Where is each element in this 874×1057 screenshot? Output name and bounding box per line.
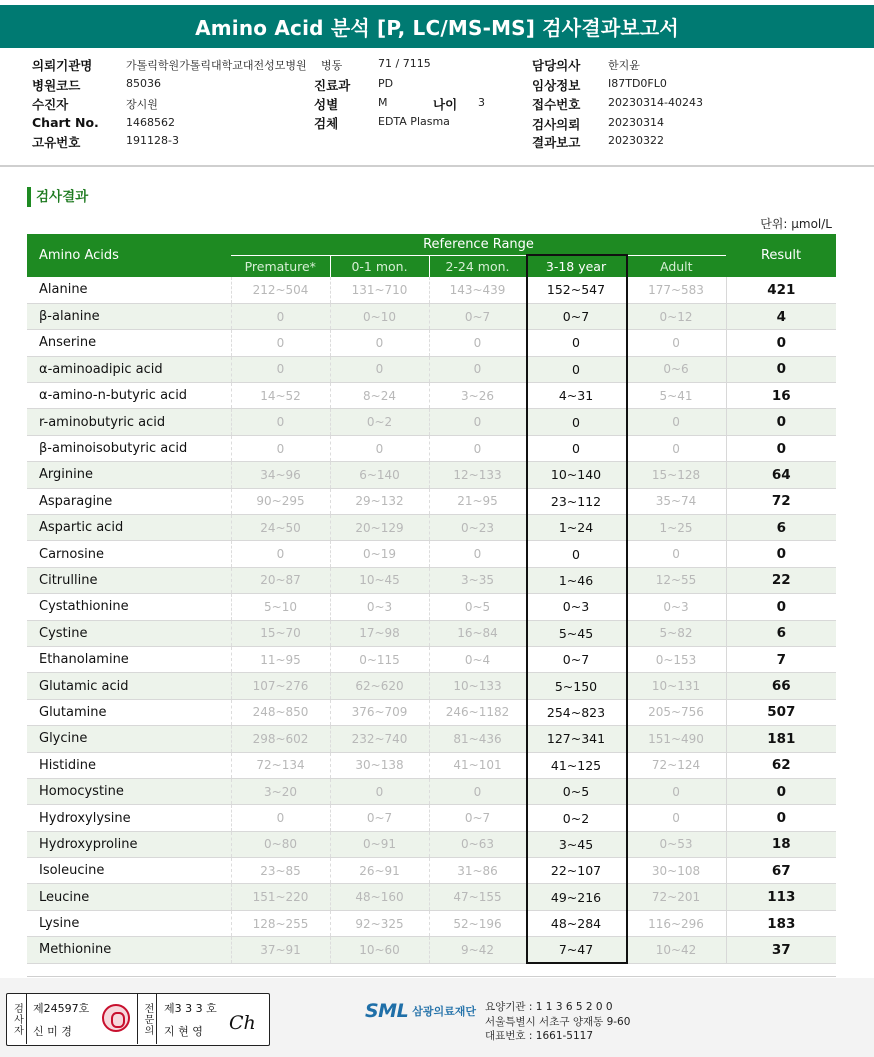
amino-acid-name: Glutamic acid bbox=[27, 673, 231, 699]
reference-range-cell: 5~41 bbox=[626, 383, 726, 409]
reference-range-cell: 0~10 bbox=[330, 303, 429, 329]
table-row bbox=[27, 831, 836, 857]
table-row bbox=[27, 541, 836, 567]
table-row bbox=[27, 383, 836, 409]
reference-range-cell: 0~2 bbox=[526, 805, 626, 831]
table-row bbox=[27, 884, 836, 910]
reference-range-cell: 37~91 bbox=[231, 937, 330, 963]
reference-range-cell: 72~201 bbox=[626, 884, 726, 910]
result-value: 6 bbox=[726, 515, 836, 541]
reference-range-cell: 3~26 bbox=[429, 383, 526, 409]
report-title-bar bbox=[0, 0, 874, 48]
reference-range-cell: 10~42 bbox=[626, 937, 726, 963]
amino-acid-name: Glutamine bbox=[27, 699, 231, 725]
reference-range-cell: 41~125 bbox=[526, 752, 626, 778]
reference-range-cell: 0~153 bbox=[626, 646, 726, 672]
result-value: 181 bbox=[726, 726, 836, 752]
reference-range-cell: 0~7 bbox=[526, 303, 626, 329]
handwritten-signature: Ch bbox=[229, 1012, 256, 1034]
reference-range-cell: 0~19 bbox=[330, 541, 429, 567]
reference-range-cell: 0 bbox=[626, 778, 726, 804]
reference-range-cell: 0~3 bbox=[626, 594, 726, 620]
reference-range-cell: 92~325 bbox=[330, 910, 429, 936]
reference-range-cell: 248~850 bbox=[231, 699, 330, 725]
table-row bbox=[27, 330, 836, 356]
reference-range-cell: 5~45 bbox=[526, 620, 626, 646]
result-value: 0 bbox=[726, 356, 836, 382]
reference-range-cell: 0 bbox=[429, 778, 526, 804]
reference-range-cell: 10~133 bbox=[429, 673, 526, 699]
reference-range-cell: 26~91 bbox=[330, 858, 429, 884]
reference-range-cell: 5~10 bbox=[231, 594, 330, 620]
clinical-info-label: 임상정보 bbox=[532, 78, 581, 93]
reference-range-cell: 52~196 bbox=[429, 910, 526, 936]
amino-acid-name: Hydroxyproline bbox=[27, 831, 231, 857]
reference-range-cell: 0 bbox=[231, 409, 330, 435]
sex-label: 성별 bbox=[314, 97, 339, 112]
reference-range-cell: 0~63 bbox=[429, 831, 526, 857]
amino-acid-name: Homocystine bbox=[27, 778, 231, 804]
reference-range-cell: 0 bbox=[330, 435, 429, 461]
chart-value: 1468562 bbox=[126, 116, 175, 129]
reference-range-cell: 0 bbox=[526, 330, 626, 356]
result-value: 72 bbox=[726, 488, 836, 514]
report-footer bbox=[0, 978, 874, 1057]
age-label: 나이 bbox=[433, 97, 458, 112]
result-value: 37 bbox=[726, 937, 836, 963]
reference-range-cell: 0~4 bbox=[429, 646, 526, 672]
result-value: 0 bbox=[726, 435, 836, 461]
amino-acid-name: α-aminoadipic acid bbox=[27, 356, 231, 382]
institution-label: 의뢰기관명 bbox=[32, 58, 93, 73]
table-row bbox=[27, 620, 836, 646]
result-value: 421 bbox=[726, 277, 836, 303]
reference-range-cell: 205~756 bbox=[626, 699, 726, 725]
lab-info-address: 서울특별시 서초구 양재동 9-60 bbox=[485, 1015, 631, 1028]
reference-range-cell: 131~710 bbox=[330, 277, 429, 303]
receipt-label: 접수번호 bbox=[532, 97, 581, 112]
table-row bbox=[27, 858, 836, 884]
table-row bbox=[27, 937, 836, 963]
reference-range-cell: 10~131 bbox=[626, 673, 726, 699]
result-value: 507 bbox=[726, 699, 836, 725]
reference-range-cell: 0~7 bbox=[429, 303, 526, 329]
amino-acid-name: β-aminoisobutyric acid bbox=[27, 435, 231, 461]
reference-range-cell: 22~107 bbox=[526, 858, 626, 884]
reference-range-cell: 143~439 bbox=[429, 277, 526, 303]
amino-acid-name: Lysine bbox=[27, 910, 231, 936]
reference-range-cell: 0 bbox=[626, 330, 726, 356]
reference-range-cell: 0 bbox=[330, 778, 429, 804]
reference-range-cell: 9~42 bbox=[429, 937, 526, 963]
result-value: 22 bbox=[726, 567, 836, 593]
reference-range-cell: 14~52 bbox=[231, 383, 330, 409]
reference-range-cell: 0 bbox=[526, 541, 626, 567]
reference-range-cell: 0 bbox=[231, 435, 330, 461]
reference-range-cell: 116~296 bbox=[626, 910, 726, 936]
table-row bbox=[27, 752, 836, 778]
table-row bbox=[27, 673, 836, 699]
reference-range-cell: 7~47 bbox=[526, 937, 626, 963]
age-value: 3 bbox=[478, 96, 485, 109]
table-row bbox=[27, 488, 836, 514]
amino-acid-name: r-aminobutyric acid bbox=[27, 409, 231, 435]
reference-range-cell: 81~436 bbox=[429, 726, 526, 752]
result-value: 0 bbox=[726, 409, 836, 435]
reference-range-cell: 0 bbox=[231, 541, 330, 567]
reference-range-cell: 20~87 bbox=[231, 567, 330, 593]
reference-range-cell: 246~1182 bbox=[429, 699, 526, 725]
reference-range-cell: 10~140 bbox=[526, 462, 626, 488]
doctor-value: 한지윤 bbox=[608, 59, 640, 72]
reference-range-cell: 15~70 bbox=[231, 620, 330, 646]
reference-range-cell: 3~35 bbox=[429, 567, 526, 593]
reference-range-cell: 0~2 bbox=[330, 409, 429, 435]
reference-range-cell: 151~220 bbox=[231, 884, 330, 910]
table-row bbox=[27, 805, 836, 831]
reference-range-cell: 0 bbox=[429, 356, 526, 382]
reference-range-cell: 0~23 bbox=[429, 515, 526, 541]
subheader-2-24-mon: 2-24 mon. bbox=[429, 255, 526, 277]
sml-logo-korean: 삼광의료재단 bbox=[412, 1005, 476, 1018]
subheader-adult: Adult bbox=[626, 255, 726, 277]
reference-range-cell: 23~112 bbox=[526, 488, 626, 514]
reference-range-cell: 0 bbox=[231, 330, 330, 356]
reference-range-cell: 0 bbox=[526, 356, 626, 382]
reference-range-cell: 12~133 bbox=[429, 462, 526, 488]
table-row bbox=[27, 277, 836, 303]
reference-range-cell: 0 bbox=[626, 435, 726, 461]
report-date-label: 결과보고 bbox=[532, 135, 581, 150]
reference-range-cell: 0 bbox=[526, 409, 626, 435]
table-row bbox=[27, 435, 836, 461]
tester-license: 제24597호 bbox=[33, 1002, 90, 1015]
reference-range-cell: 29~132 bbox=[330, 488, 429, 514]
amino-acid-name: Hydroxylysine bbox=[27, 805, 231, 831]
reference-range-cell: 62~620 bbox=[330, 673, 429, 699]
request-label: 검사의뢰 bbox=[532, 117, 581, 132]
reference-range-cell: 41~101 bbox=[429, 752, 526, 778]
reference-range-cell: 1~46 bbox=[526, 567, 626, 593]
table-bottom-divider bbox=[27, 976, 836, 977]
reference-range-header: Reference Range bbox=[231, 234, 726, 255]
result-value: 0 bbox=[726, 805, 836, 831]
reference-range-cell: 48~284 bbox=[526, 910, 626, 936]
reference-range-cell: 177~583 bbox=[626, 277, 726, 303]
table-row bbox=[27, 594, 836, 620]
reference-range-cell: 254~823 bbox=[526, 699, 626, 725]
reference-range-cell: 0 bbox=[429, 409, 526, 435]
amino-acid-name: α-amino-n-butyric acid bbox=[27, 383, 231, 409]
reference-range-cell: 0~5 bbox=[429, 594, 526, 620]
reference-range-cell: 10~60 bbox=[330, 937, 429, 963]
reference-range-cell: 0 bbox=[231, 356, 330, 382]
result-value: 0 bbox=[726, 330, 836, 356]
header-divider bbox=[0, 165, 874, 167]
patient-value: 장시원 bbox=[126, 98, 158, 111]
amino-acids-header: Amino Acids bbox=[27, 234, 231, 277]
report-date-value: 20230322 bbox=[608, 134, 664, 147]
reference-range-cell: 34~96 bbox=[231, 462, 330, 488]
report-title: Amino Acid 분석 [P, LC/MS-MS] 검사결과보고서 bbox=[195, 16, 679, 40]
amino-acid-name: Alanine bbox=[27, 277, 231, 303]
reference-range-cell: 0 bbox=[231, 303, 330, 329]
clinical-info-value: I87TD0FL0 bbox=[608, 77, 667, 90]
result-value: 0 bbox=[726, 778, 836, 804]
result-value: 4 bbox=[726, 303, 836, 329]
result-value: 0 bbox=[726, 594, 836, 620]
hospital-code-value: 85036 bbox=[126, 77, 161, 90]
specialist-name: 지 현 영 bbox=[164, 1025, 203, 1038]
reference-range-cell: 30~138 bbox=[330, 752, 429, 778]
tester-label: 검사자 bbox=[7, 994, 27, 1044]
reference-range-cell: 72~134 bbox=[231, 752, 330, 778]
signature-box bbox=[6, 993, 270, 1046]
reference-range-cell: 31~86 bbox=[429, 858, 526, 884]
reference-range-cell: 30~108 bbox=[626, 858, 726, 884]
ward-label: 병동 bbox=[321, 59, 343, 72]
reference-range-cell: 0 bbox=[429, 330, 526, 356]
table-row bbox=[27, 462, 836, 488]
table-row bbox=[27, 726, 836, 752]
amino-acid-name: Histidine bbox=[27, 752, 231, 778]
dept-value: PD bbox=[378, 77, 394, 90]
reference-range-cell: 0 bbox=[626, 805, 726, 831]
reference-range-cell: 1~24 bbox=[526, 515, 626, 541]
amino-acid-name: Citrulline bbox=[27, 567, 231, 593]
amino-acid-name: Anserine bbox=[27, 330, 231, 356]
reference-range-cell: 20~129 bbox=[330, 515, 429, 541]
reference-range-cell: 5~82 bbox=[626, 620, 726, 646]
reference-range-cell: 72~124 bbox=[626, 752, 726, 778]
subheader-premature: Premature* bbox=[231, 255, 330, 277]
result-value: 62 bbox=[726, 752, 836, 778]
reference-range-cell: 35~74 bbox=[626, 488, 726, 514]
reference-range-cell: 3~20 bbox=[231, 778, 330, 804]
reference-range-cell: 5~150 bbox=[526, 673, 626, 699]
reference-range-cell: 0 bbox=[626, 541, 726, 567]
result-value: 66 bbox=[726, 673, 836, 699]
specialist-label: 전문의 bbox=[137, 994, 157, 1044]
subheader-0-1-mon: 0-1 mon. bbox=[330, 255, 429, 277]
unit-label: 단위: μmol/L bbox=[760, 217, 832, 231]
table-row bbox=[27, 646, 836, 672]
reference-range-cell: 0~53 bbox=[626, 831, 726, 857]
reference-range-cell: 4~31 bbox=[526, 383, 626, 409]
reference-range-cell: 232~740 bbox=[330, 726, 429, 752]
amino-acid-name: β-alanine bbox=[27, 303, 231, 329]
table-row bbox=[27, 699, 836, 725]
reference-range-cell: 212~504 bbox=[231, 277, 330, 303]
reference-range-cell: 0 bbox=[330, 356, 429, 382]
amino-acid-name: Carnosine bbox=[27, 541, 231, 567]
reference-range-cell: 90~295 bbox=[231, 488, 330, 514]
request-value: 20230314 bbox=[608, 116, 664, 129]
table-row bbox=[27, 567, 836, 593]
amino-acid-name: Glycine bbox=[27, 726, 231, 752]
receipt-value: 20230314-40243 bbox=[608, 96, 703, 109]
reference-range-cell: 17~98 bbox=[330, 620, 429, 646]
institution-value: 가톨릭학원가톨릭대학교대전성모병원 bbox=[126, 59, 307, 72]
table-row bbox=[27, 356, 836, 382]
reference-range-cell: 0~12 bbox=[626, 303, 726, 329]
dept-label: 진료과 bbox=[314, 78, 351, 93]
amino-acid-name: Isoleucine bbox=[27, 858, 231, 884]
sex-value: M bbox=[378, 96, 388, 109]
reference-range-cell: 21~95 bbox=[429, 488, 526, 514]
specimen-label: 검체 bbox=[314, 116, 339, 131]
reference-range-cell: 376~709 bbox=[330, 699, 429, 725]
reference-range-cell: 0 bbox=[231, 805, 330, 831]
doctor-label: 담당의사 bbox=[532, 58, 581, 73]
amino-acid-name: Asparagine bbox=[27, 488, 231, 514]
lab-info-code: 요양기관 : 1 1 3 6 5 2 0 0 bbox=[485, 1001, 613, 1013]
amino-acid-table bbox=[27, 234, 836, 964]
result-value: 64 bbox=[726, 462, 836, 488]
table-row bbox=[27, 303, 836, 329]
reference-range-cell: 1~25 bbox=[626, 515, 726, 541]
result-value: 16 bbox=[726, 383, 836, 409]
reference-range-cell: 0~6 bbox=[626, 356, 726, 382]
amino-acid-name: Arginine bbox=[27, 462, 231, 488]
unique-label: 고유번호 bbox=[32, 135, 81, 150]
amino-acid-name: Ethanolamine bbox=[27, 646, 231, 672]
lab-info bbox=[485, 1000, 630, 1044]
reference-range-cell: 151~490 bbox=[626, 726, 726, 752]
report-header bbox=[0, 48, 874, 166]
result-value: 67 bbox=[726, 858, 836, 884]
seal-stamp bbox=[102, 1004, 130, 1032]
reference-range-cell: 0~80 bbox=[231, 831, 330, 857]
unique-value: 191128-3 bbox=[126, 134, 179, 147]
table-row bbox=[27, 409, 836, 435]
reference-range-cell: 6~140 bbox=[330, 462, 429, 488]
table-row bbox=[27, 910, 836, 936]
reference-range-cell: 49~216 bbox=[526, 884, 626, 910]
table-body bbox=[27, 277, 836, 963]
reference-range-cell: 128~255 bbox=[231, 910, 330, 936]
lab-info-phone: 대표번호 : 1661-5117 bbox=[485, 1030, 594, 1042]
result-header: Result bbox=[726, 234, 836, 277]
amino-acid-name: Methionine bbox=[27, 937, 231, 963]
reference-range-cell: 0 bbox=[526, 435, 626, 461]
amino-acid-name: Cystine bbox=[27, 620, 231, 646]
reference-range-cell: 152~547 bbox=[526, 277, 626, 303]
reference-range-cell: 16~84 bbox=[429, 620, 526, 646]
result-value: 7 bbox=[726, 646, 836, 672]
specimen-value: EDTA Plasma bbox=[378, 115, 450, 128]
reference-range-cell: 0 bbox=[429, 435, 526, 461]
reference-range-cell: 0~7 bbox=[526, 646, 626, 672]
sml-logo-text: SML bbox=[365, 1000, 409, 1022]
reference-range-cell: 47~155 bbox=[429, 884, 526, 910]
result-value: 0 bbox=[726, 541, 836, 567]
reference-range-cell: 8~24 bbox=[330, 383, 429, 409]
reference-range-cell: 0 bbox=[429, 541, 526, 567]
result-value: 113 bbox=[726, 884, 836, 910]
hospital-code-label: 병원코드 bbox=[32, 78, 81, 93]
reference-range-cell: 11~95 bbox=[231, 646, 330, 672]
reference-range-cell: 0~3 bbox=[330, 594, 429, 620]
reference-range-cell: 0~7 bbox=[429, 805, 526, 831]
amino-acid-name: Leucine bbox=[27, 884, 231, 910]
reference-range-cell: 0 bbox=[330, 330, 429, 356]
result-value: 18 bbox=[726, 831, 836, 857]
table-row bbox=[27, 778, 836, 804]
result-value: 183 bbox=[726, 910, 836, 936]
reference-range-cell: 24~50 bbox=[231, 515, 330, 541]
reference-range-cell: 0 bbox=[626, 409, 726, 435]
reference-range-cell: 0~3 bbox=[526, 594, 626, 620]
reference-range-cell: 0~91 bbox=[330, 831, 429, 857]
ward-value: 71 / 7115 bbox=[378, 57, 431, 70]
reference-range-cell: 12~55 bbox=[626, 567, 726, 593]
reference-range-cell: 0~115 bbox=[330, 646, 429, 672]
reference-range-cell: 0~5 bbox=[526, 778, 626, 804]
tester-name: 신 미 경 bbox=[33, 1025, 72, 1038]
reference-range-cell: 107~276 bbox=[231, 673, 330, 699]
reference-range-cell: 23~85 bbox=[231, 858, 330, 884]
reference-range-cell: 0~7 bbox=[330, 805, 429, 831]
reference-range-cell: 15~128 bbox=[626, 462, 726, 488]
reference-range-cell: 48~160 bbox=[330, 884, 429, 910]
reference-range-cell: 3~45 bbox=[526, 831, 626, 857]
subheader-3-18-year: 3-18 year bbox=[526, 255, 626, 277]
reference-range-cell: 298~602 bbox=[231, 726, 330, 752]
reference-range-cell: 127~341 bbox=[526, 726, 626, 752]
table-row bbox=[27, 515, 836, 541]
specialist-license: 제3 3 3 호 bbox=[164, 1002, 217, 1015]
reference-range-cell: 10~45 bbox=[330, 567, 429, 593]
result-value: 6 bbox=[726, 620, 836, 646]
amino-acid-name: Aspartic acid bbox=[27, 515, 231, 541]
chart-label: Chart No. bbox=[32, 115, 99, 130]
sml-logo bbox=[365, 1000, 476, 1022]
patient-label: 수진자 bbox=[32, 97, 69, 112]
section-title: 검사결과 bbox=[27, 187, 88, 207]
amino-acid-name: Cystathionine bbox=[27, 594, 231, 620]
